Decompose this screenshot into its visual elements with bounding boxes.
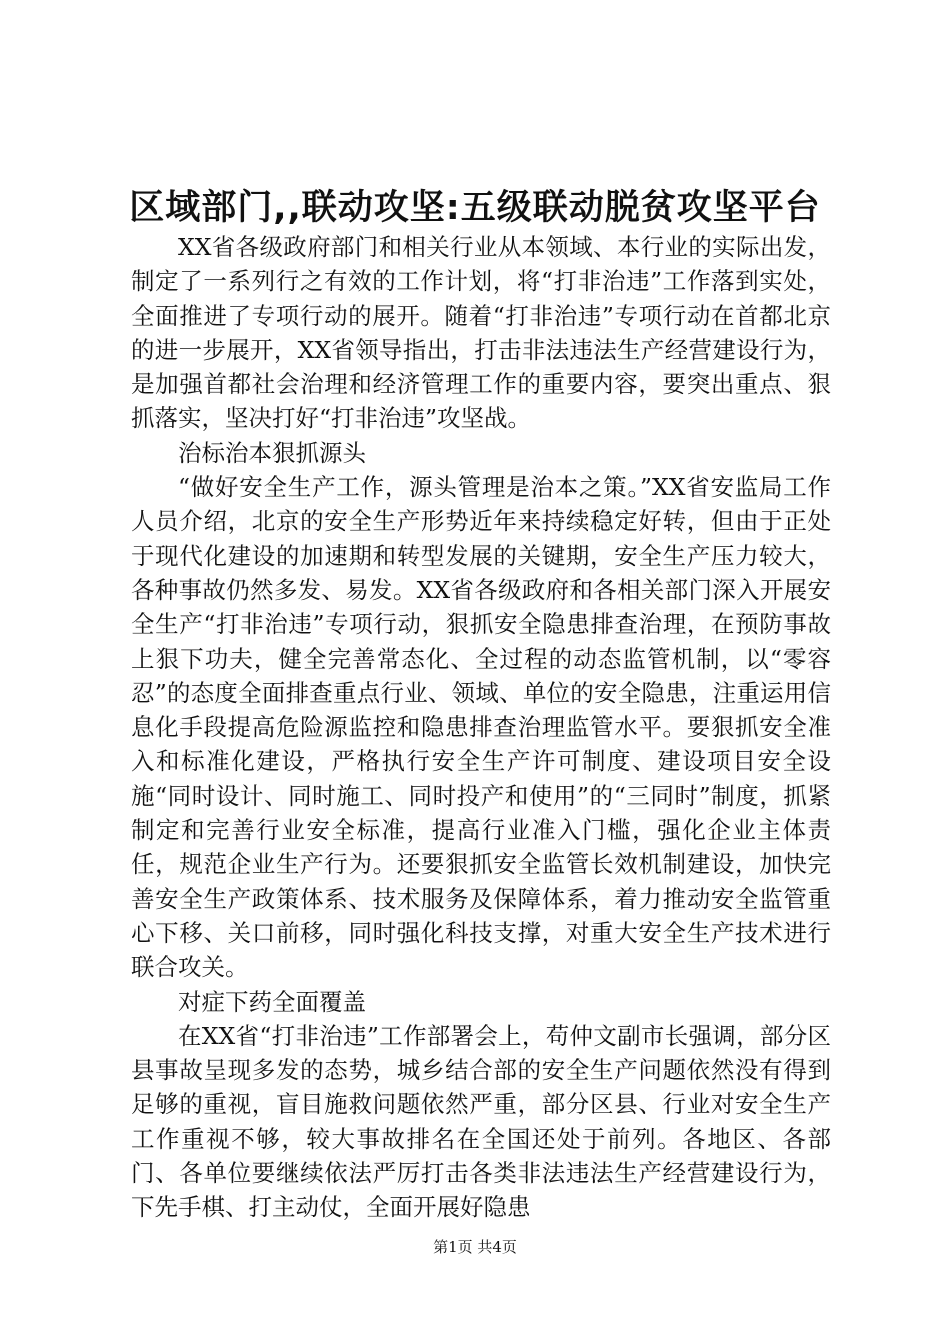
section-heading-source: 治标治本狠抓源头 (178, 438, 366, 467)
section-heading-coverage: 对症下药全面覆盖 (178, 987, 366, 1016)
paragraph-intro: XX省各级政府部门和相关行业从本领域、本行业的实际出发，制定了一系列行之有效的工作计划，将“打非治违”工作落到实处，全面推进了专项行动的展开。随着“打非治违”专项行动在首都北京的进一步展开，XX省领导指出，打击非法违法生产经营建设行为，是加强首都社会治理和经济管理工作的重要内容，要突出重点、狠抓落实，坚决打好“打非治违”攻坚战。 (131, 233, 831, 433)
page-number-footer: 第1页 共4页 (433, 1238, 517, 1256)
document-body (131, 230, 831, 1225)
document-title: 区域部门,,联动攻坚:五级联动脱贫攻坚平台 (129, 188, 821, 228)
paragraph-coverage: 在XX省“打非治违”工作部署会上，苟仲文副市长强调，部分区县事故呈现多发的态势，城乡结合部的安全生产问题依然没有得到足够的重视，盲目施救问题依然严重，部分区县、行业对安全生产工作重视不够，较大事故排名在全国还处于前列。各地区、各部门、各单位要继续依法严厉打击各类非法违法生产经营建设行为，下先手棋、打主动仗，全面开展好隐患 (131, 1021, 831, 1222)
paragraph-source-management: “做好安全生产工作，源头管理是治本之策。”XX省安监局工作人员介绍，北京的安全生产形势近年来持续稳定好转，但由于正处于现代化建设的加速期和转型发展的关键期，安全生产压力较大，各种事故仍然多发、易发。XX省各级政府和各相关部门深入开展安全生产“打非治违”专项行动，狠抓安全隐患排查治理，在预防事故上狠下功夫，健全完善常态化、全过程的动态监管机制，以“零容忍”的态度全面排查重点行业、领域、单位的安全隐患，注重运用信息化手段提高危险源监控和隐患排查治理监管水平。要狠抓安全准入和标准化建设，严格执行安全生产许可制度、建设项目安全设施“同时设计、同时施工、同时投产和使用”的“三同时”制度，抓紧制定和完善行业安全标准，提高行业准入门槛，强化企业主体责任，规范企业生产行为。还要狠抓安全监管长效机制建设，加快完善安全生产政策体系、技术服务及保障体系，着力推动安全监管重心下移、关口前移，同时强化科技支撑，对重大安全生产技术进行联合攻关。 (131, 473, 831, 982)
